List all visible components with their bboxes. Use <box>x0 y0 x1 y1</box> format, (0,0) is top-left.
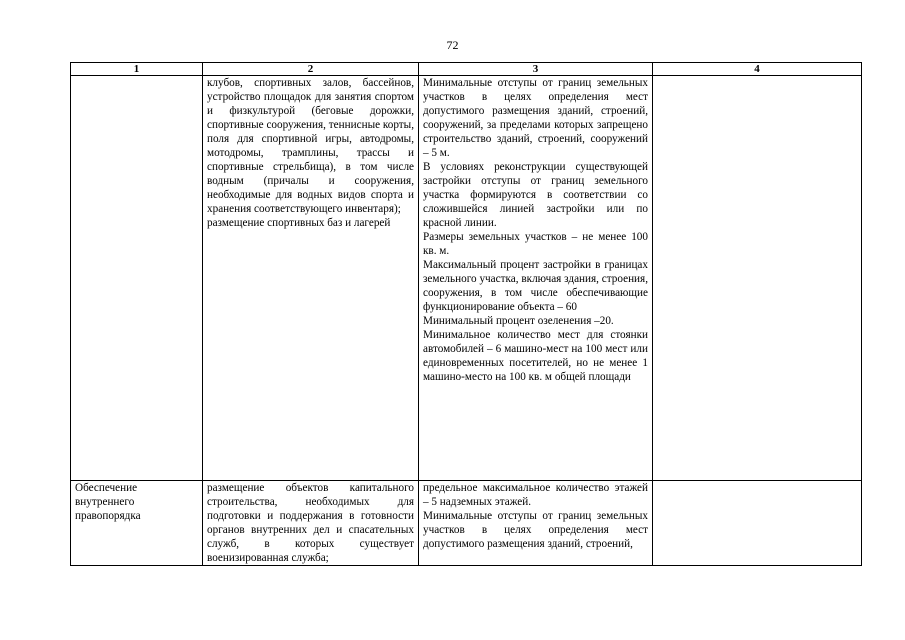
parameters-cell <box>419 76 653 481</box>
paragraph: Минимальный процент озеленения –20. <box>423 315 614 327</box>
paragraph: В условиях реконструкции существующей застройки отступы от границ земельного участка формируются в соответствии со сложившейся линией застройки или по красной линии. <box>423 161 648 229</box>
parameters-cell <box>419 481 653 566</box>
paragraph: размещение объектов капитального строительства, необходимых для подготовки и поддержания в готовности органов внутренних дел и спасательных служб, в которых существует военизированная служба; <box>207 482 414 564</box>
zoning-table <box>70 62 862 566</box>
paragraph: предельное максимальное количество этажей – 5 надземных этажей. <box>423 482 648 508</box>
page-number: 72 <box>446 38 459 52</box>
use-type-cell <box>71 76 203 481</box>
table-row <box>71 76 862 481</box>
column-header-2: 2 <box>203 63 419 76</box>
paragraph: Размеры земельных участков – не менее 100 кв. м. <box>423 231 648 257</box>
paragraph: Максимальный процент застройки в границах земельного участка, включая здания, строения, сооружения, в том числе обеспечивающие функционирование объекта – 60 <box>423 259 648 313</box>
paragraph: Минимальное количество мест для стоянки автомобилей – 6 машино-мест на 100 мест или единовременных посетителей, но не менее 1 машино-место на 100 кв. м общей площади <box>423 329 648 383</box>
use-description-cell <box>203 481 419 566</box>
column-header-3: 3 <box>419 63 653 76</box>
paragraph: Минимальные отступы от границ земельных участков в целях определения мест допустимого размещения зданий, строений, сооружений, за пределами которых запрещено строительство зданий, строений, сооружений – 5 м. <box>423 77 648 159</box>
notes-cell <box>653 481 862 566</box>
paragraph: Минимальные отступы от границ земельных участков в целях определения мест допустимого размещения зданий, строений, <box>423 510 648 550</box>
notes-cell <box>653 76 862 481</box>
header-row <box>71 63 862 76</box>
table-row <box>71 481 862 566</box>
use-type-label: Обеспечение внутреннего правопорядка <box>75 482 141 522</box>
paragraph: клубов, спортивных залов, бассейнов, устройство площадок для занятия спортом и физкультурой (беговые дорожки, спортивные сооружения, теннисные корты, поля для спортивной игры, автодромы, мотодромы, трамплины, трассы и спортивные стрельбища), в том числе водным (причалы и сооружения, необходимые для водных видов спорта и хранения соответствующего инвентаря); <box>207 77 414 215</box>
use-type-cell <box>71 481 203 566</box>
paragraph: размещение спортивных баз и лагерей <box>207 217 391 229</box>
use-description-cell <box>203 76 419 481</box>
column-header-1: 1 <box>71 63 203 76</box>
column-header-4: 4 <box>653 63 862 76</box>
